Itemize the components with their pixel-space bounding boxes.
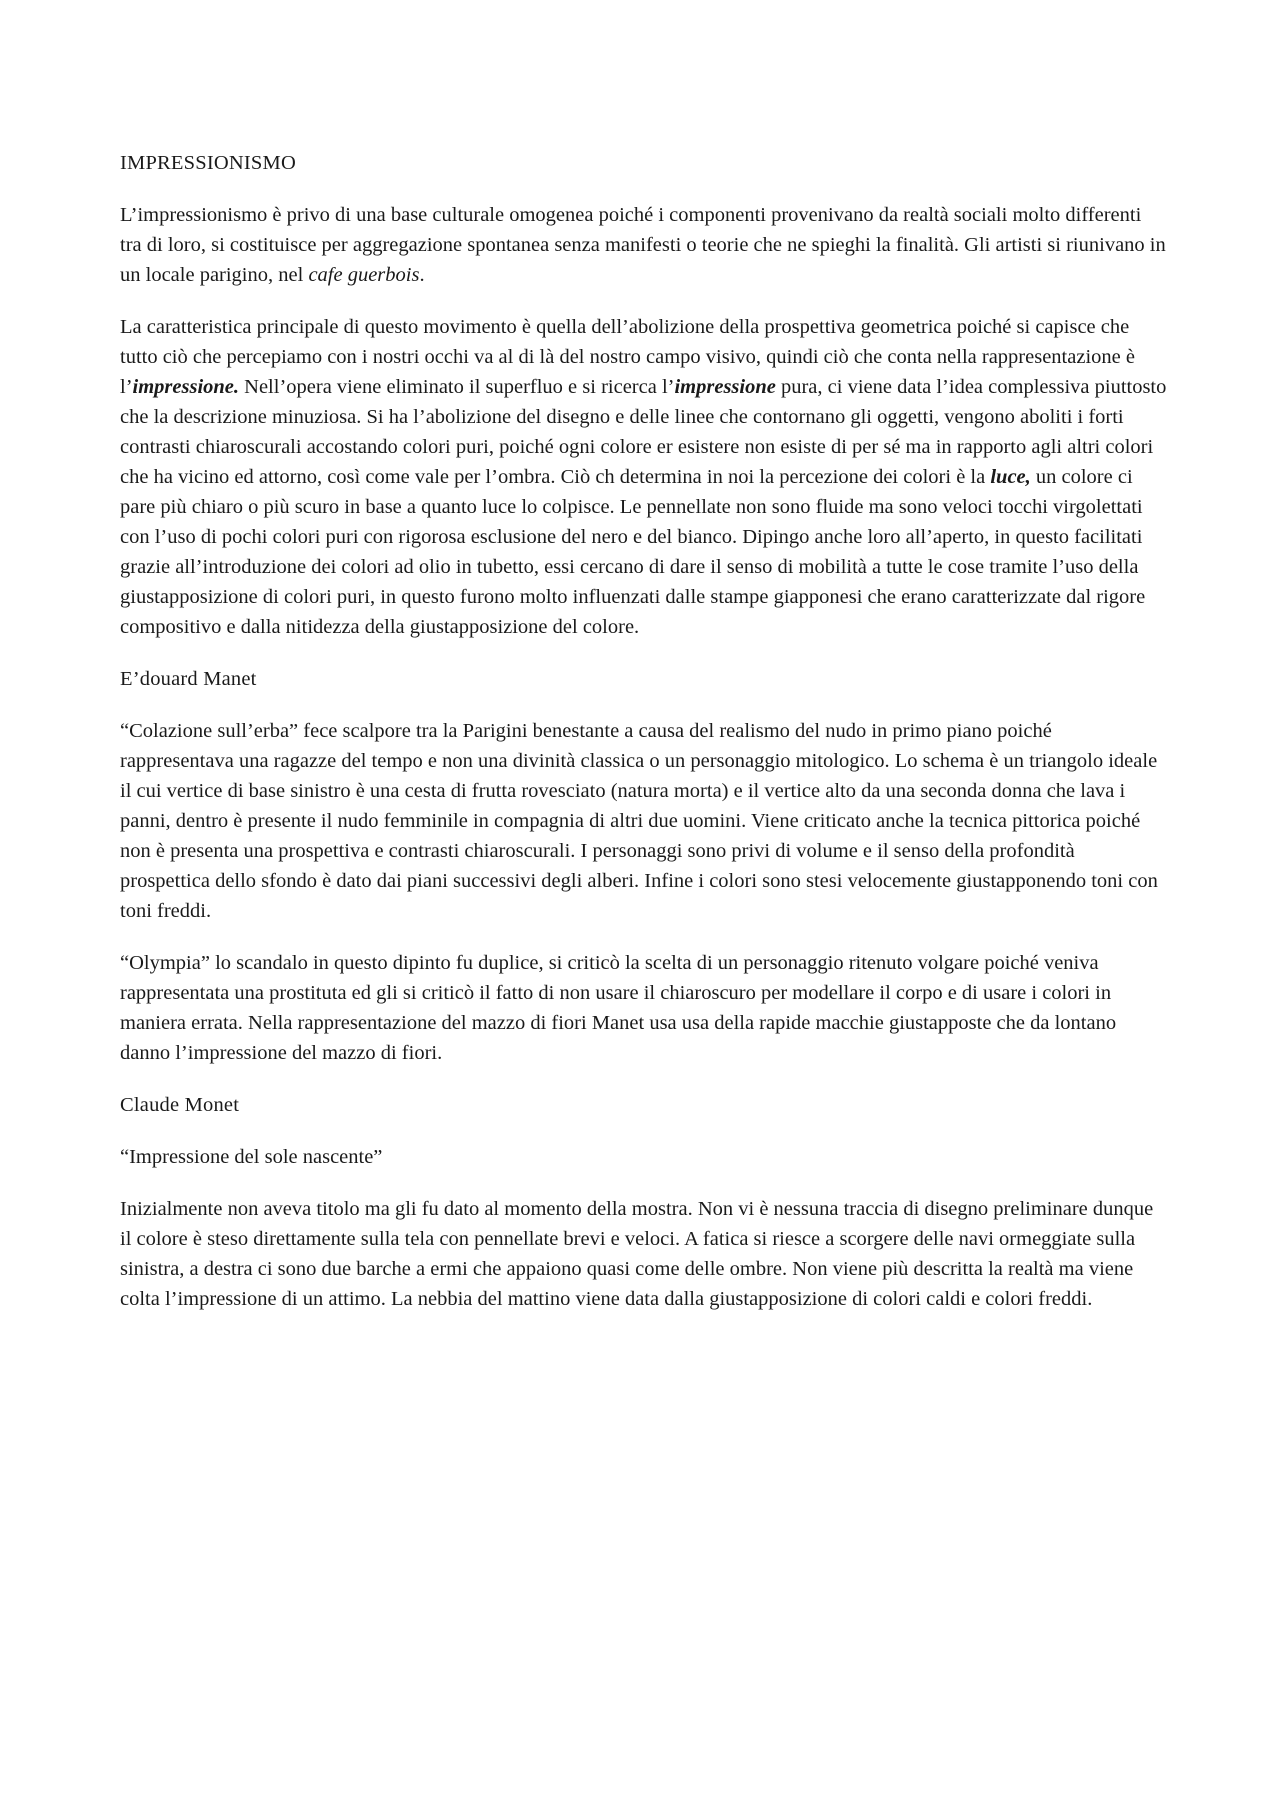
olympia-paragraph: “Olympia” lo scandalo in questo dipinto fu duplice, si criticò la scelta di un personaggio ritenuto volgare poiché veniva rappresentata una prostituta ed gli si criticò il fatto di non usare il chiaroscuro per modellare il corpo e di usare i colori in maniera errata. Nella rappresentazione del mazzo di fiori Manet usa usa della rapide macchie giustapposte che da lontano danno l’impressione del mazzo di fiori. <box>120 952 1117 1064</box>
intro-text-end: . <box>419 264 425 286</box>
intro-text: L’impressionismo è privo di una base culturale omogenea poiché i componenti provenivano da realtà sociali molto differenti tra di loro, si costituisce per aggregazione spontanea senza manifesti o teorie che ne spieghi la finalità. Gli artisti si riunivano in un locale parigino, nel <box>120 204 1166 286</box>
intro-paragraph <box>120 200 1168 290</box>
emphasis-luce: luce, <box>990 466 1031 488</box>
document-page <box>120 148 1168 1336</box>
characteristics-text-2: Nell’opera viene eliminato il superfluo e si ricerca l’ <box>239 376 675 398</box>
manet-heading: E’douard Manet <box>120 668 257 690</box>
monet-heading: Claude Monet <box>120 1094 240 1116</box>
characteristics-text-1: La caratteristica principale di questo movimento è quella dell’abolizione della prospettiva geometrica poiché si capisce che tutto ciò che percepiamo con i nostri occhi va al di là del nostro campo visivo, quindi ciò che conta nella rappresentazione è l’ <box>120 316 1135 398</box>
emphasis-impressione-1: impressione. <box>132 376 240 398</box>
characteristics-text-4: un colore ci pare più chiaro o più scuro in base a quanto luce lo colpisce. Le pennellate non sono fluide ma sono veloci tocchi virgolettati con l’uso di pochi colori puri con rigorosa esclusione del nero e del bianco. Dipingo anche loro all’aperto, in questo facilitati grazie all’introduzione dei colori ad olio in tubetto, essi cercano di dare il senso di mobilità a tutte le cose tramite l’uso della giustapposizione di colori puri, in questo furono molto influenzati dalle stampe giapponesi che erano caratterizzate dal rigore compositivo e dalla nitidezza della giustapposizione del colore. <box>120 466 1146 638</box>
monet-description-paragraph: Inizialmente non aveva titolo ma gli fu dato al momento della mostra. Non vi è nessuna traccia di disegno preliminare dunque il colore è steso direttamente sulla tela con pennellate brevi e veloci. A fatica si riesce a scorgere delle navi ormeggiate sulla sinistra, a destra ci sono due barche a ermi che appaiono quasi come delle ombre. Non viene più descritta la realtà ma viene colta l’impressione di un attimo. La nebbia del mattino viene data dalla giustapposizione di colori caldi e colori freddi. <box>120 1198 1154 1310</box>
intro-italic-place: cafe guerbois <box>308 264 420 286</box>
characteristics-paragraph <box>120 312 1168 642</box>
document-title: IMPRESSIONISMO <box>120 152 296 174</box>
characteristics-text-3: pura, ci viene data l’idea complessiva piuttosto che la descrizione minuziosa. Si ha l’abolizione del disegno e delle linee che contornano gli oggetti, vengono aboliti i forti contrasti chiaroscurali accostando colori puri, poiché ogni colore er esistere non esiste di per sé ma in rapporto agli altri colori che ha vicino ed attorno, così come vale per l’ombra. Ciò ch determina in noi la percezione dei colori è la <box>120 376 1167 488</box>
emphasis-impressione-2: impressione <box>674 376 776 398</box>
colazione-paragraph: “Colazione sull’erba” fece scalpore tra la Parigini benestante a causa del realismo del nudo in primo piano poiché rappresentava una ragazze del tempo e non una divinità classica o un personaggio mitologico. Lo schema è un triangolo ideale il cui vertice di base sinistro è una cesta di frutta rovesciato (natura morta) e il vertice alto da una seconda donna che lava i panni, dentro è presente il nudo femminile in compagnia di altri due uomini. Viene criticato anche la tecnica pittorica poiché non è presenta una prospettiva e contrasti chiaroscurali. I personaggi sono privi di volume e il senso della profondità prospettica dello sfondo è dato dai piani successivi degli alberi. Infine i colori sono stesi velocemente giustapponendo toni con toni freddi. <box>120 720 1158 922</box>
monet-work-title: “Impressione del sole nascente” <box>120 1146 383 1168</box>
